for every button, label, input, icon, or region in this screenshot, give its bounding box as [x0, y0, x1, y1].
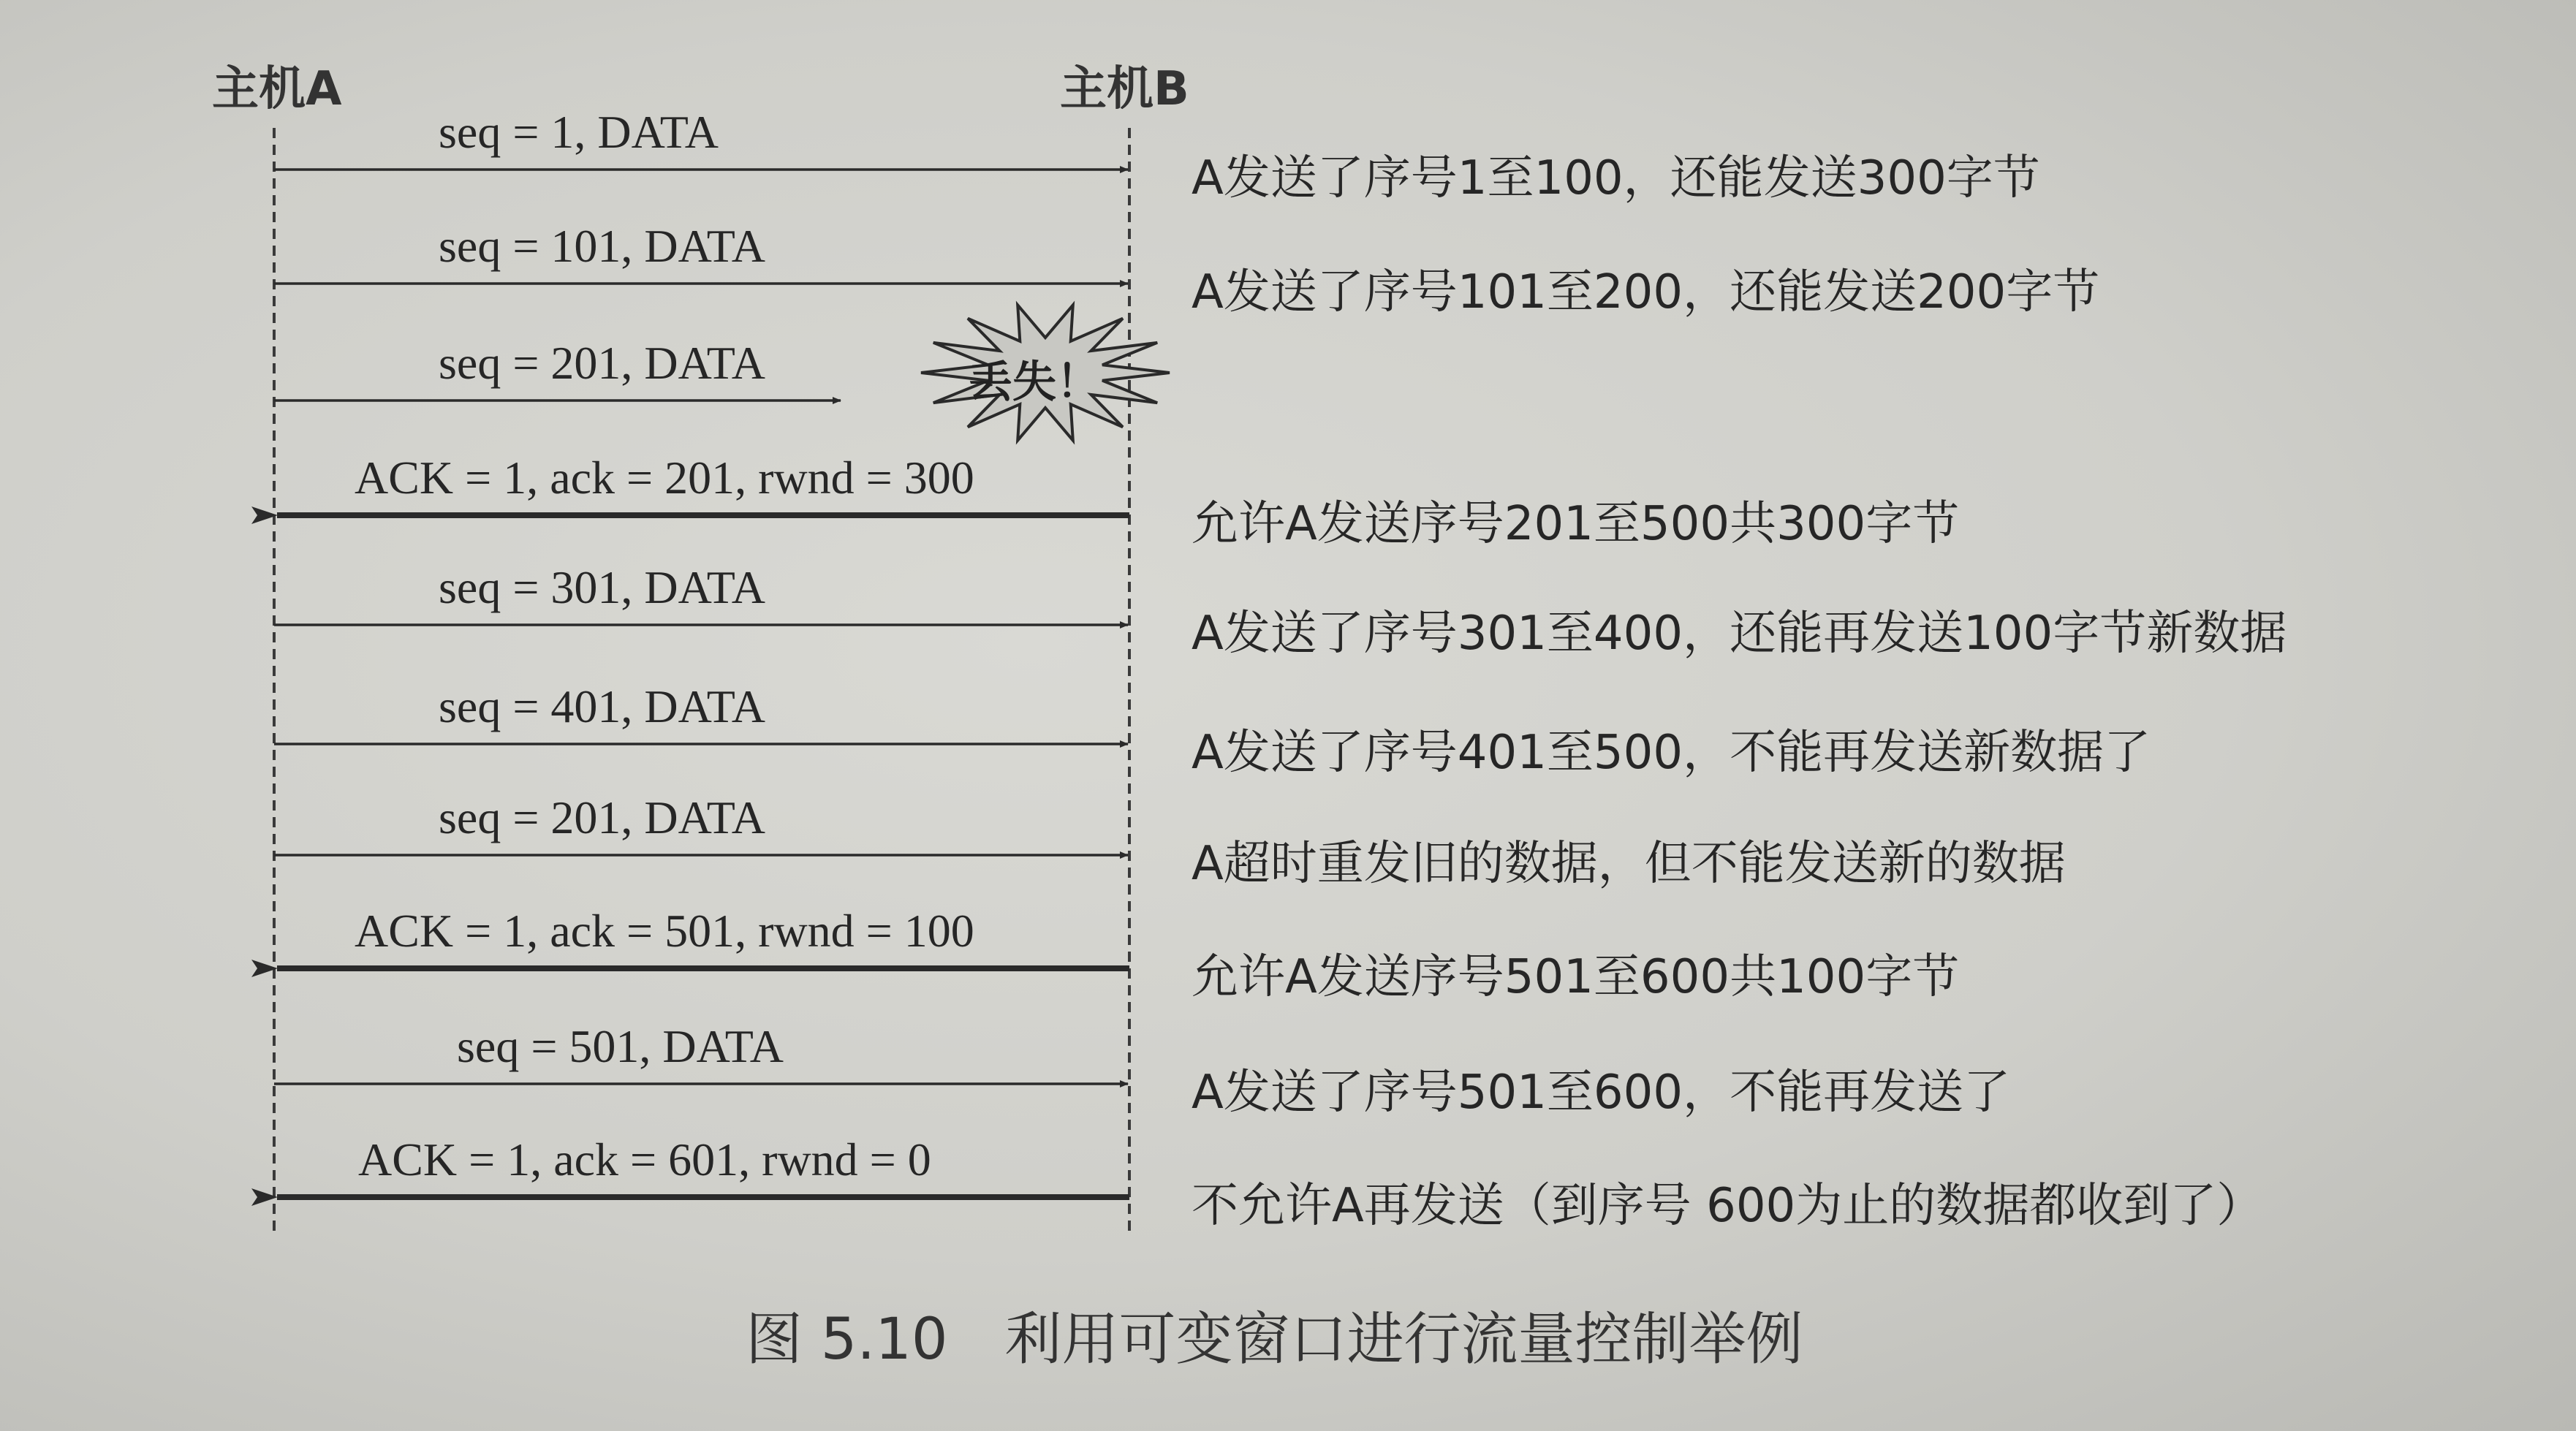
- ack-label: ACK = 1, ack = 201, rwnd = 300: [355, 452, 974, 504]
- message-note: A发送了序号301至400，还能再发送100字节新数据: [1192, 607, 2287, 661]
- ack-label: ACK = 1, ack = 601, rwnd = 0: [358, 1134, 931, 1185]
- message-note: 允许A发送序号201至500共300字节: [1192, 497, 1960, 551]
- message-note: A发送了序号1至100，还能发送300字节: [1192, 151, 2040, 205]
- message-note: A发送了序号501至600，不能再发送了: [1192, 1066, 2011, 1120]
- figure-caption: 图 5.10 利用可变窗口进行流量控制举例: [746, 1307, 1803, 1373]
- ack-label: ACK = 1, ack = 501, rwnd = 100: [355, 905, 974, 957]
- seq-label: seq = 301, DATA: [439, 561, 765, 613]
- message-note: A发送了序号401至500，不能再发送新数据了: [1192, 726, 2151, 780]
- seq-label: seq = 201, DATA: [439, 337, 765, 389]
- seq-label: seq = 401, DATA: [439, 680, 765, 732]
- seq-label: seq = 1, DATA: [439, 106, 719, 158]
- message-note: A超时重发旧的数据，但不能发送新的数据: [1192, 837, 2066, 891]
- host-b-label: 主机B: [1060, 62, 1189, 116]
- host-a-label: 主机A: [212, 62, 342, 116]
- message-note: 允许A发送序号501至600共100字节: [1192, 950, 1960, 1004]
- seq-label: seq = 201, DATA: [439, 792, 765, 843]
- lost-label: 丢失！: [969, 357, 1100, 408]
- seq-label: seq = 101, DATA: [439, 220, 765, 272]
- seq-label: seq = 501, DATA: [457, 1020, 784, 1072]
- message-note: A发送了序号101至200，还能发送200字节: [1192, 265, 2100, 319]
- message-note: 不允许A再发送（到序号 600为止的数据都收到了）: [1192, 1179, 2264, 1233]
